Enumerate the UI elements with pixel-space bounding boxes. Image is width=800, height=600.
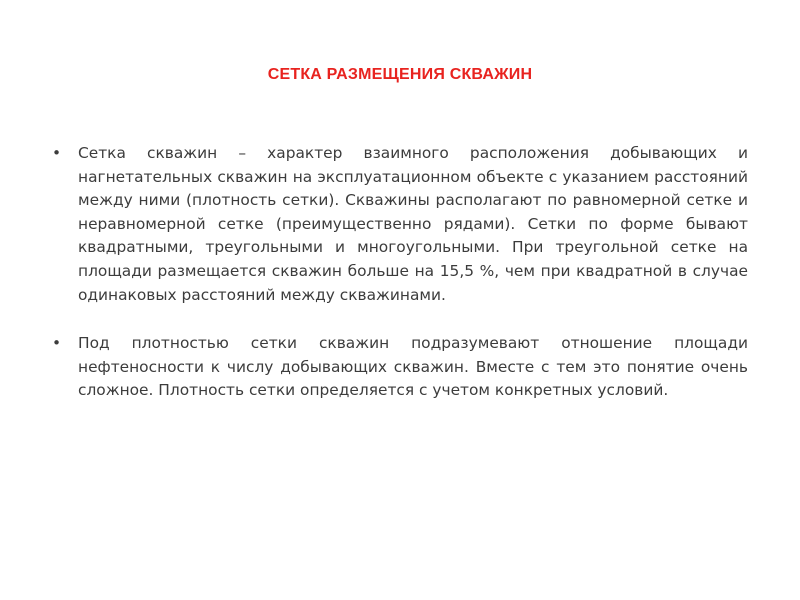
bullet-marker: • [52,144,62,162]
bullet-list [52,142,748,403]
bullet-marker: • [52,334,62,353]
bullet-item-grid-density [52,332,748,403]
bullet-item-well-grid-definition [52,142,748,307]
bullet-text: Под плотностью сетки скважин подразумевают отношение площади нефтеносности к числу добывающих скважин. Вместе с тем это понятие очень сложное. Плотность сетки определяется с учетом конкретных условий. [78,334,748,400]
bullet-text: Сетка скважин – характер взаимного расположения добывающих и нагнетательных скважин на эксплуатационном объекте с указанием расстояний между ними (плотность сетки). Скважины располагают по равномерной сетке и неравномерной сетке (преимущественно рядами). Сетки по форме бывают квадратными, треугольными и многоугольными. При треугольной сетке на площади размещается скважин больше на 15,5 %, чем при квадратной в случае одинаковых расстояний между скважинами. [78,144,748,304]
slide-title: СЕТКА РАЗМЕЩЕНИЯ СКВАЖИН [267,66,533,83]
